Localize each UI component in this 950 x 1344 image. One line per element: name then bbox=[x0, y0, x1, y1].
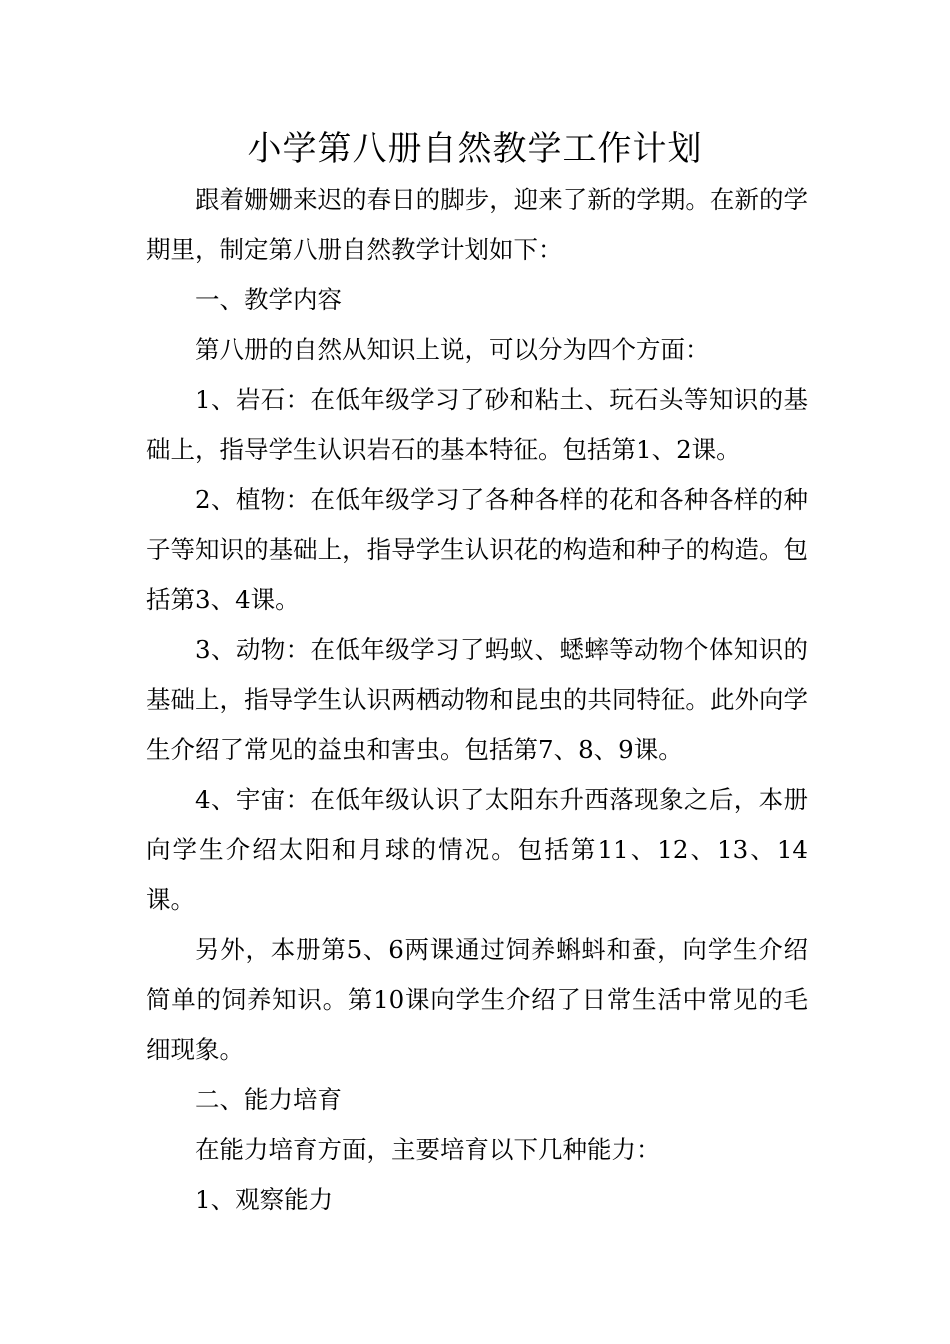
paragraph-plants: 2、植物：在低年级学习了各种各样的花和各种各样的种子等知识的基础上，指导学生认识花的构造和种子的构造。包括第3、4课。 bbox=[146, 485, 808, 614]
paragraph-rocks: 1、岩石：在低年级学习了砂和粘土、玩石头等知识的基础上，指导学生认识岩石的基本特征。包括第1、2课。 bbox=[146, 385, 808, 464]
document-body bbox=[146, 175, 808, 1225]
paragraph-animals: 3、动物：在低年级学习了蚂蚁、蟋蟀等动物个体知识的基础上，指导学生认识两栖动物和昆虫的共同特征。此外向学生介绍了常见的益虫和害虫。包括第7、8、9课。 bbox=[146, 635, 808, 764]
paragraph-additional: 另外，本册第5、6两课通过饲养蝌蚪和蚕，向学生介绍简单的饲养知识。第10课向学生介绍了日常生活中常见的毛细现象。 bbox=[146, 935, 808, 1064]
paragraph-abilities-intro: 在能力培育方面，主要培育以下几种能力： bbox=[195, 1135, 661, 1164]
heading-ability-training: 二、能力培育 bbox=[195, 1085, 342, 1114]
paragraph-intro: 跟着姗姗来迟的春日的脚步，迎来了新的学期。在新的学期里，制定第八册自然教学计划如下： bbox=[146, 185, 808, 264]
paragraph-four-aspects: 第八册的自然从知识上说，可以分为四个方面： bbox=[195, 335, 710, 364]
paragraph-universe: 4、宇宙：在低年级认识了太阳东升西落现象之后，本册向学生介绍太阳和月球的情况。包括第11、12、13、14课。 bbox=[146, 785, 808, 914]
document-title: 小学第八册自然教学工作计划 bbox=[247, 129, 703, 169]
heading-teaching-content: 一、教学内容 bbox=[195, 285, 342, 314]
item-observation-ability: 1、观察能力 bbox=[195, 1185, 334, 1214]
